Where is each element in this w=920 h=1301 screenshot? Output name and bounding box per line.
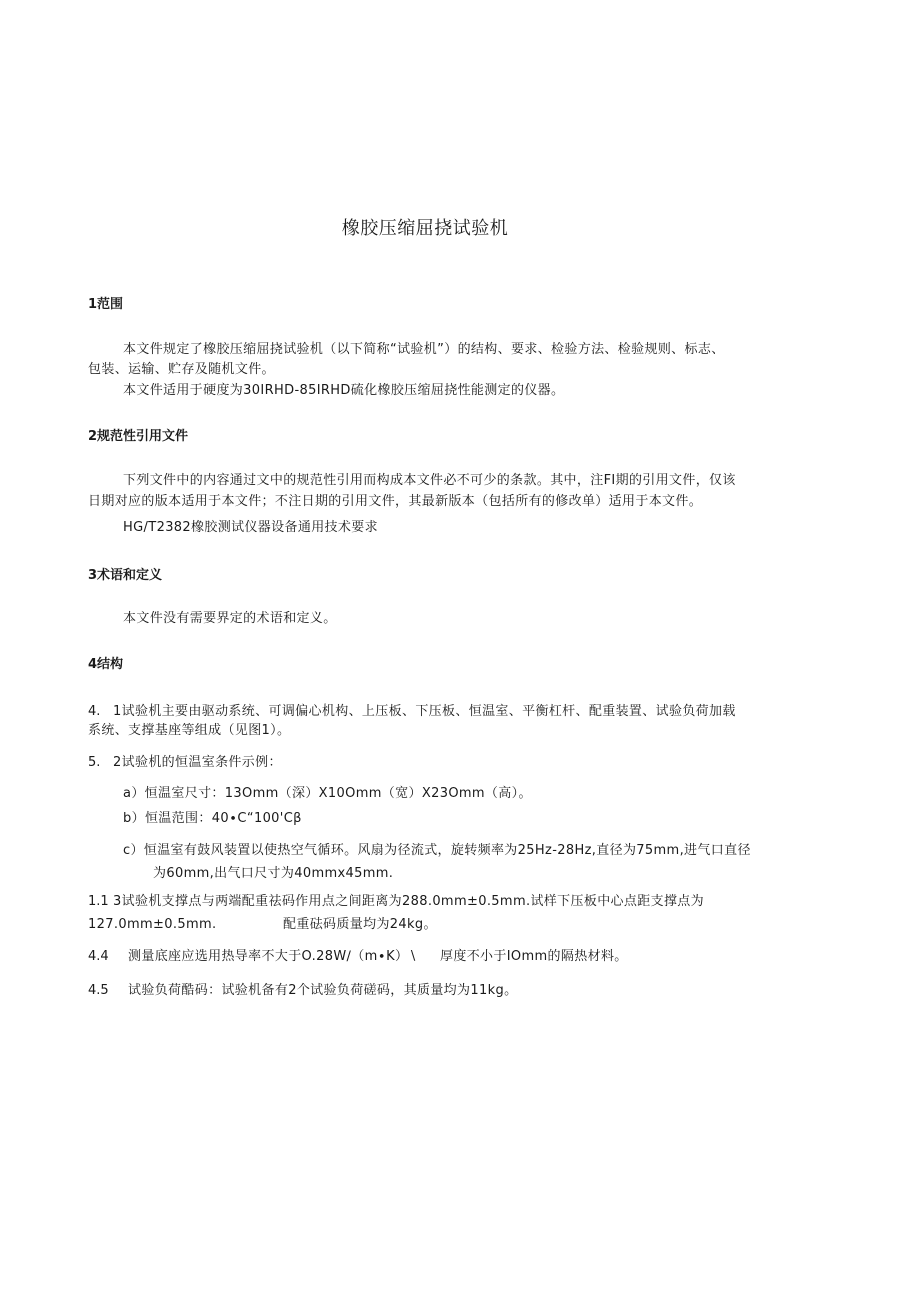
section-1-paragraph-1-line-1: 本文件规定了橡胶压缩屈挠试验机（以下简称“试验机”）的结构、要求、检验方法、检验规则、标志、 bbox=[123, 342, 725, 357]
sub-item-c-line-2: 为60mm,出气口尺寸为40mmx45mm. bbox=[153, 866, 394, 881]
section-4-heading: 4结构 bbox=[88, 657, 124, 672]
item-2-text: 2试验机的恒温室条件示例： bbox=[113, 755, 282, 770]
section-1-heading: 1范围 bbox=[88, 297, 124, 312]
item-3-line-2b: 配重砝码质量均为24kg。 bbox=[283, 917, 437, 932]
section-2-reference: HG/T2382橡胶测试仪器设备通用技术要求 bbox=[123, 520, 378, 535]
section-2-paragraph-line-1: 下列文件中的内容通过文中的规范性引用而构成本文件必不可少的条款。其中，注FI期的引用文件，仅该 bbox=[123, 473, 736, 488]
item-1-line-2: 系统、支撑基座等组成（见图1）。 bbox=[88, 723, 291, 738]
item-5-text: 试验负荷酷码：试验机备有2个试验负荷磋码，其质量均为11kg。 bbox=[128, 983, 518, 998]
section-3-paragraph: 本文件没有需要界定的术语和定义。 bbox=[123, 611, 337, 626]
item-4-text-b: 厚度不小于IOmm的隔热材料。 bbox=[440, 949, 628, 964]
sub-item-c-line-1: c）恒温室有鼓风装置以使热空气循环。风扇为径流式，旋转频率为25Hz-28Hz,直径为75mm,进气口直径 bbox=[123, 843, 751, 858]
document-title: 橡胶压缩屈挠试验机 bbox=[341, 218, 509, 239]
item-1-line-1: 1试验机主要由驱动系统、可调偏心机构、上压板、下压板、恒温室、平衡杠杆、配重装置、试验负荷加载 bbox=[113, 704, 736, 719]
item-2-number: 5. bbox=[88, 755, 101, 770]
sub-item-a: a）恒温室尺寸：13Omm（深）X10Omm（宽）X23Omm（高）。 bbox=[123, 786, 532, 801]
item-3-line-2a: 127.0mm±0.5mm. bbox=[88, 917, 217, 932]
item-3-line-1: 3试验机支撑点与两端配重祛码作用点之间距离为288.0mm±0.5mm.试样下压板中心点距支撑点为 bbox=[113, 894, 704, 909]
item-3-number: 1.1 bbox=[88, 894, 109, 909]
sub-item-b: b）恒温范围：40∙C“100'Cβ bbox=[123, 811, 302, 826]
section-1-paragraph-2: 本文件适用于硬度为30IRHD-85IRHD硫化橡胶压缩屈挠性能测定的仪器。 bbox=[123, 383, 565, 398]
item-1-number: 4. bbox=[88, 704, 101, 719]
section-1-paragraph-1-line-2: 包装、运输、贮存及随机文件。 bbox=[88, 362, 275, 377]
item-4-number: 4.4 bbox=[88, 949, 109, 964]
item-5-number: 4.5 bbox=[88, 983, 109, 998]
section-2-paragraph-line-2: 日期对应的版本适用于本文件；不注日期的引用文件，其最新版本（包括所有的修改单）适用于本文件。 bbox=[88, 494, 703, 509]
section-2-heading: 2规范性引用文件 bbox=[88, 429, 189, 444]
item-4-text-a: 测量底座应选用热导率不大于O.28W∕（m∙K）∖ bbox=[128, 949, 417, 964]
section-3-heading: 3术语和定义 bbox=[88, 568, 163, 583]
